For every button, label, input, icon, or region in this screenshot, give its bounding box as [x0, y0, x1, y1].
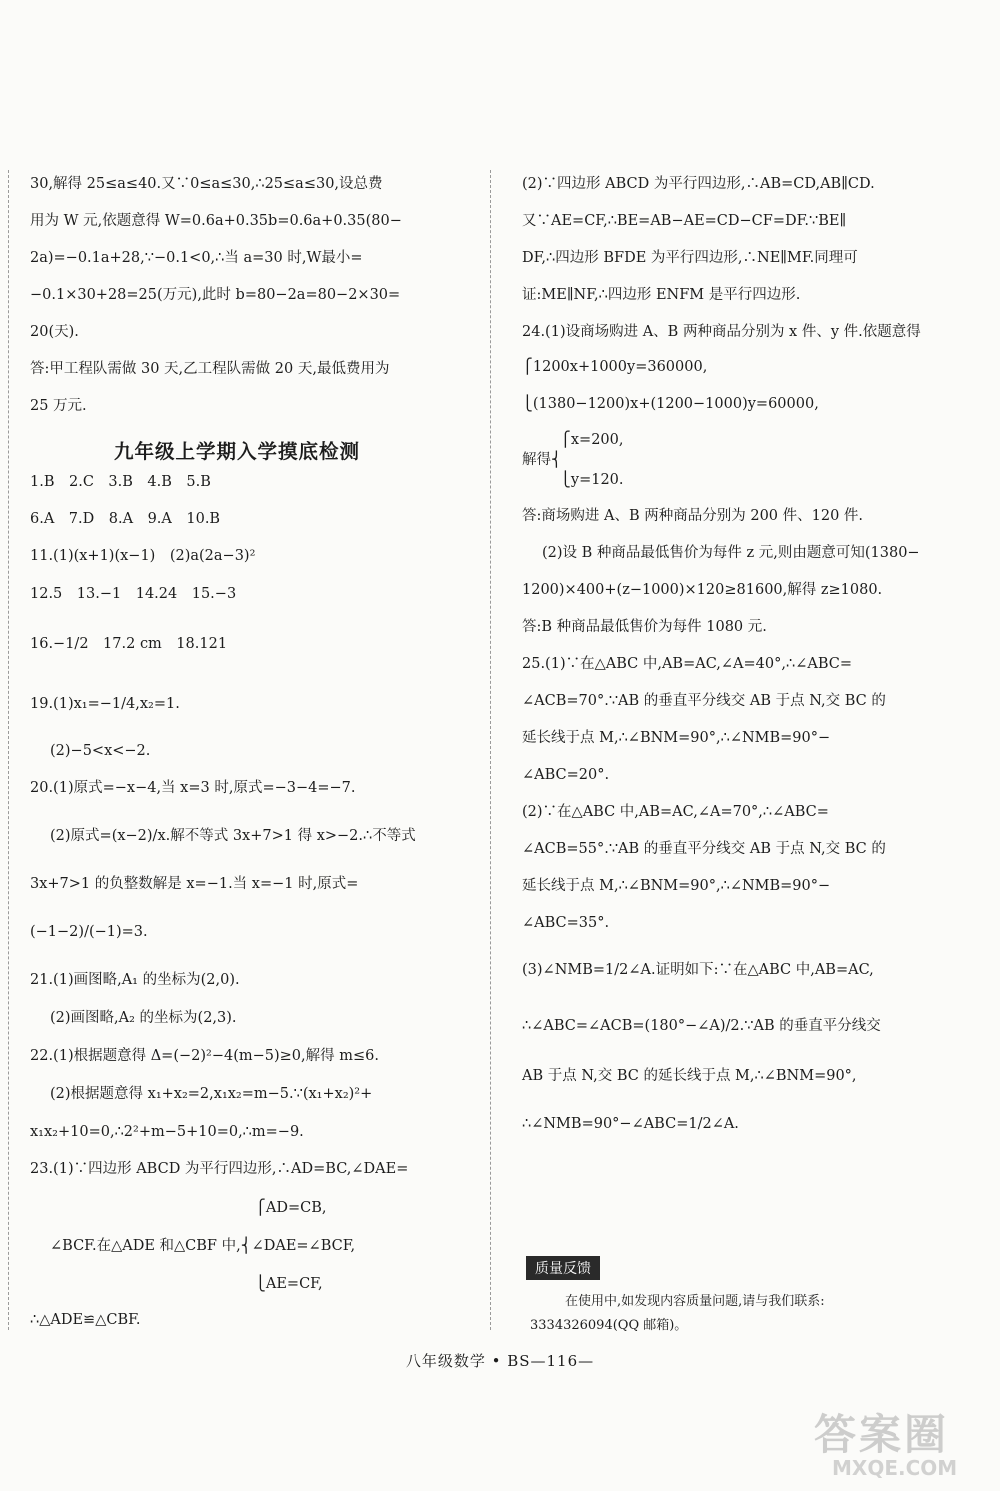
answer-line: (2)根据题意得 x₁+x₂=2,x₁x₂=m−5.∵(x₁+x₂)²+	[50, 1086, 373, 1102]
text-line: 答:B 种商品最低售价为每件 1080 元.	[522, 619, 767, 635]
answer-line: 19.(1)x₁=−1/4,x₂=1.	[30, 696, 180, 712]
text-line: ∠ABC=35°.	[522, 915, 610, 931]
answer-line: ⎧AD=CB,	[255, 1200, 327, 1216]
text-line: 20(天).	[30, 324, 79, 340]
watermark-url: MXQE.COM	[832, 1456, 958, 1480]
equation-line: ⎧1200x+1000y=360000,	[522, 359, 708, 375]
text-line: ∠ACB=70°.∵AB 的垂直平分线交 AB 于点 N,交 BC 的	[522, 693, 886, 709]
answer-line: x₁x₂+10=0,∴2²+m−5+10=0,∴m=−9.	[30, 1124, 304, 1140]
text-line: 用为 W 元,依题意得 W=0.6a+0.35b=0.6a+0.35(80−	[30, 213, 402, 229]
text-line: 答:商场购进 A、B 两种商品分别为 200 件、120 件.	[522, 508, 864, 524]
text-line: 1200)×400+(z−1000)×120≥81600,解得 z≥1080.	[522, 582, 883, 598]
text-line: −0.1×30+28=25(万元),此时 b=80−2a=80−2×30=	[30, 287, 401, 303]
answer-line: 3x+7>1 的负整数解是 x=−1.当 x=−1 时,原式=	[30, 876, 359, 892]
text-line: 30,解得 25≤a≤40.又∵0≤a≤30,∴25≤a≤30,设总费	[30, 176, 383, 192]
equation-line: ⎧x=200,	[560, 432, 624, 448]
text-line: (3)∠NMB=1/2∠A.证明如下:∵在△ABC 中,AB=AC,	[522, 962, 874, 978]
answer-line: (2)画图略,A₂ 的坐标为(2,3).	[50, 1010, 237, 1026]
text-line: (2)设 B 种商品最低售价为每件 z 元,则由题意可知(1380−	[542, 545, 920, 561]
feedback-contact: 3334326094(QQ 邮箱)。	[530, 1318, 688, 1333]
equation-line: 解得⎨	[522, 452, 562, 468]
text-line: 答:甲工程队需做 30 天,乙工程队需做 20 天,最低费用为	[30, 361, 390, 377]
equation-line: ⎩(1380−1200)x+(1200−1000)y=60000,	[522, 396, 819, 412]
text-line: 又∵AE=CF,∴BE=AB−AE=CD−CF=DF.∵BE∥	[522, 213, 847, 229]
answer-line: 20.(1)原式=−x−4,当 x=3 时,原式=−3−4=−7.	[30, 780, 356, 796]
page-footer: 八年级数学 • BS—116—	[405, 1352, 595, 1370]
section-title: 九年级上学期入学摸底检测	[114, 440, 361, 463]
text-line: ∠ACB=55°.∵AB 的垂直平分线交 AB 于点 N,交 BC 的	[522, 841, 886, 857]
answer-line: 12.5 13.−1 14.24 15.−3	[30, 586, 237, 602]
text-line: 24.(1)设商场购进 A、B 两种商品分别为 x 件、y 件.依题意得	[522, 324, 921, 340]
text-line: ∴∠ABC=∠ACB=(180°−∠A)/2.∵AB 的垂直平分线交	[522, 1018, 881, 1034]
text-line: (2)∵在△ABC 中,AB=AC,∠A=70°,∴∠ABC=	[522, 804, 829, 820]
text-line: AB 于点 N,交 BC 的延长线于点 M,∴∠BNM=90°,	[522, 1068, 857, 1084]
text-line: 延长线于点 M,∴∠BNM=90°,∴∠NMB=90°−	[522, 730, 831, 746]
column-divider-left	[8, 170, 9, 1330]
text-line: (2)∵四边形 ABCD 为平行四边形,∴AB=CD,AB∥CD.	[522, 176, 875, 192]
text-line: 25 万元.	[30, 398, 87, 414]
text-line: 25.(1)∵在△ABC 中,AB=AC,∠A=40°,∴∠ABC=	[522, 656, 852, 672]
quality-feedback-label: 质量反馈	[526, 1256, 600, 1280]
answer-line: ∠BCF.在△ADE 和△CBF 中,⎨∠DAE=∠BCF,	[50, 1238, 356, 1254]
text-line: ∴∠NMB=90°−∠ABC=1/2∠A.	[522, 1116, 739, 1132]
answer-line: ⎩AE=CF,	[255, 1276, 323, 1292]
answer-line: 11.(1)(x+1)(x−1) (2)a(2a−3)²	[30, 548, 256, 564]
answer-line: 16.−1/2 17.2 cm 18.121	[30, 636, 228, 652]
answer-line: 1.B 2.C 3.B 4.B 5.B	[30, 474, 211, 490]
feedback-text: 在使用中,如发现内容质量问题,请与我们联系:	[565, 1294, 825, 1309]
answer-line: 21.(1)画图略,A₁ 的坐标为(2,0).	[30, 972, 240, 988]
answer-line: (2)−5<x<−2.	[50, 743, 151, 759]
answer-line: (2)原式=(x−2)/x.解不等式 3x+7>1 得 x>−2.∴不等式	[50, 828, 416, 844]
answer-line: (−1−2)/(−1)=3.	[30, 924, 148, 940]
text-line: 延长线于点 M,∴∠BNM=90°,∴∠NMB=90°−	[522, 878, 831, 894]
equation-line: ⎩y=120.	[560, 472, 624, 488]
column-divider-center	[490, 170, 491, 1330]
watermark-text: 答案圈	[814, 1410, 950, 1459]
watermark-logo	[808, 1402, 993, 1482]
answer-line: 23.(1)∵四边形 ABCD 为平行四边形,∴AD=BC,∠DAE=	[30, 1161, 409, 1177]
text-line: DF,∴四边形 BFDE 为平行四边形,∴NE∥MF.同理可	[522, 250, 858, 266]
answer-line: 6.A 7.D 8.A 9.A 10.B	[30, 511, 221, 527]
text-line: 2a)=−0.1a+28,∵−0.1<0,∴当 a=30 时,W最小=	[30, 250, 363, 266]
text-line: 证:ME∥NF,∴四边形 ENFM 是平行四边形.	[522, 287, 801, 303]
text-line: ∠ABC=20°.	[522, 767, 610, 783]
answer-line: ∴△ADE≌△CBF.	[30, 1312, 141, 1328]
answer-line: 22.(1)根据题意得 Δ=(−2)²−4(m−5)≥0,解得 m≤6.	[30, 1048, 379, 1064]
